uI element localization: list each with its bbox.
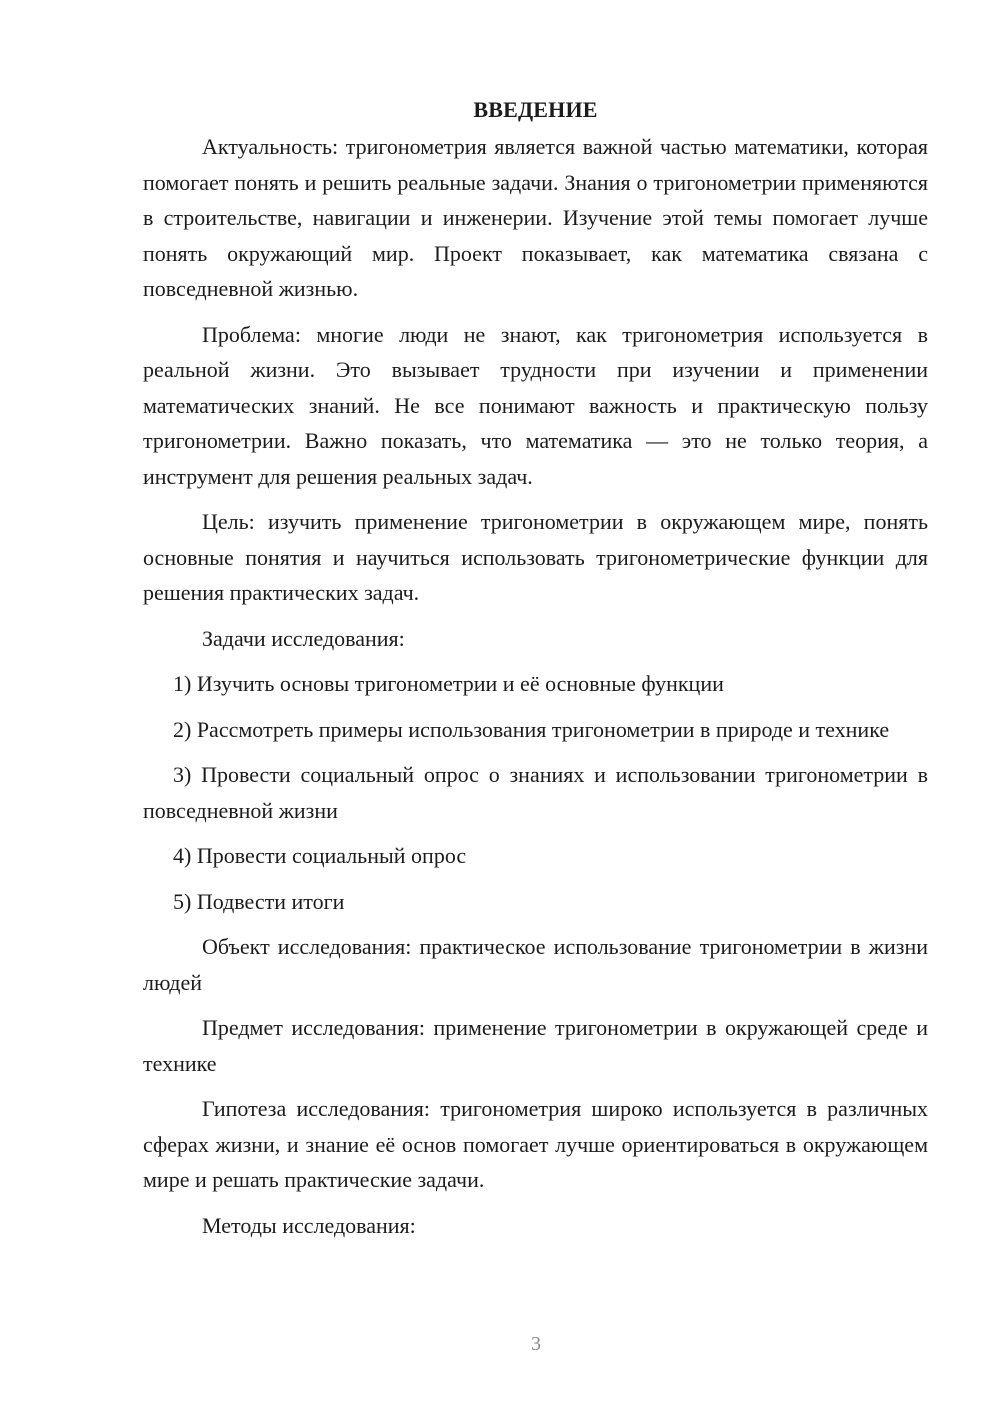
paragraph-subject: Предмет исследования: применение тригонометрии в окружающей среде и технике	[143, 1015, 928, 1076]
page-number: 3	[531, 1333, 541, 1355]
section-heading: ВВЕДЕНИЕ	[473, 97, 598, 122]
task-item-2: 2) Рассмотреть примеры использования тригонометрии в природе и технике	[173, 716, 890, 742]
task-item-5: 5) Подвести итоги	[173, 888, 345, 914]
paragraph-hypothesis: Гипотеза исследования: тригонометрия широко используется в различных сферах жизни, и знание её основ помогает лучше ориентироваться в окружающем мире и решать практические задачи.	[143, 1096, 928, 1192]
task-item-4: 4) Провести социальный опрос	[173, 843, 467, 868]
paragraph-object: Объект исследования: практическое использование тригонометрии в жизни людей	[143, 934, 928, 995]
task-item-3: 3) Провести социальный опрос о знаниях и использовании тригонометрии в повседневной жизни	[143, 762, 928, 823]
paragraph-problem: Проблема: многие люди не знают, как тригонометрия используется в реальной жизни. Это вызывает трудности при изучении и применении математических знаний. Не все понимают важность и практическую пользу тригонометрии. Важно показать, что математика — это не только теория, а инструмент для решения реальных задач.	[143, 321, 928, 489]
paragraph-relevance: Актуальность: тригонометрия является важной частью математики, которая помогает понять и решить реальные задачи. Знания о тригонометрии применяются в строительстве, навигации и инженерии. Изучение этой темы помогает лучше понять окружающий мир. Проект показывает, как математика связана с повседневной жизнью.	[143, 134, 928, 301]
paragraph-goal: Цель: изучить применение тригонометрии в окружающем мире, понять основные понятия и научиться использовать тригонометрические функции для решения практических задач.	[143, 509, 928, 605]
page-content	[143, 92, 928, 1253]
methods-title: Методы исследования:	[202, 1212, 416, 1238]
task-item-1: 1) Изучить основы тригонометрии и её основные функции	[173, 671, 724, 696]
tasks-title: Задачи исследования:	[202, 625, 405, 651]
